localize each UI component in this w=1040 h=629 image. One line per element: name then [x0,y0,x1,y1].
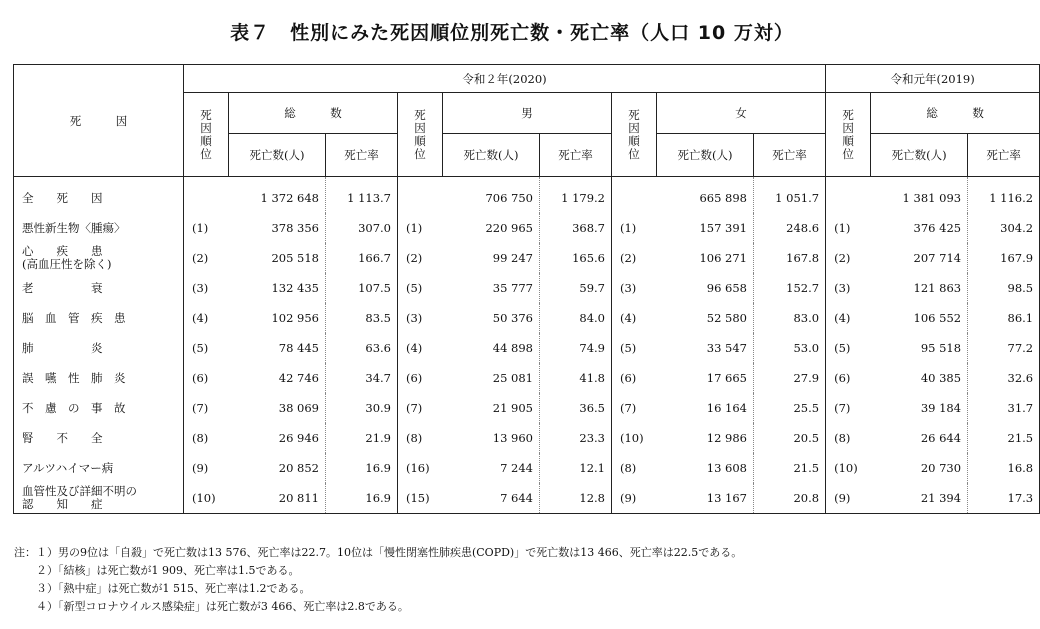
deaths-cell: 12 986 [706,431,747,445]
deaths-cell: 17 665 [706,371,747,385]
rate-cell: 107.5 [326,273,398,303]
rank-cell: (4) [826,303,871,333]
total-2019-header: 総 数 [871,93,1040,134]
rank-cell: (1) [184,213,229,243]
rank-cell: (9) [612,483,657,514]
rank-cell: (7) [398,393,443,423]
table-row [14,213,1040,243]
deaths-cell: 102 956 [271,311,319,325]
rank-cell: (5) [184,333,229,363]
rank-cell [398,177,443,214]
rate-header: 死亡率 [326,134,398,177]
rank-cell: (3) [826,273,871,303]
cause-header: 死 因 [14,65,184,177]
footnotes [14,544,742,616]
deaths-cell: 13 608 [706,461,747,475]
rate-cell: 17.3 [968,483,1040,514]
rate-cell: 21.9 [326,423,398,453]
rank-cell: (2) [826,243,871,273]
cause-line: 血管性及び詳細不明の [22,484,137,498]
deaths-cell: 38 069 [278,401,319,415]
total-header: 総 数 [229,93,398,134]
rank-cell: (4) [398,333,443,363]
rank-cell: (5) [826,333,871,363]
rank-cell: (3) [398,303,443,333]
rate-cell: 74.9 [540,333,612,363]
rate-cell: 16.9 [326,483,398,514]
rate-cell: 304.2 [968,213,1040,243]
rate-cell: 41.8 [540,363,612,393]
deaths-cell: 21 905 [492,401,533,415]
rank-header: 死 因 順 位 [398,93,443,177]
deaths-cell: 26 644 [920,431,962,445]
rank-cell: (5) [398,273,443,303]
deaths-cell: 20 730 [920,461,962,475]
cause-cell: 全 死 因 [14,177,184,214]
rank-cell: (6) [184,363,229,393]
rate-cell: 166.7 [326,243,398,273]
page-title: 表７ 性別にみた死因順位別死亡数・死亡率（人口 10 万対） [230,22,794,44]
cause-cell: 腎 不 全 [14,423,184,453]
cause-cell: 不 慮 の 事 故 [14,393,184,423]
rate-cell: 31.7 [968,393,1040,423]
deaths-cell: 106 552 [913,311,962,325]
rank-cell: (1) [398,213,443,243]
deaths-cell: 95 518 [920,341,962,355]
rate-cell: 30.9 [326,393,398,423]
rate-cell: 167.9 [968,243,1040,273]
rank-header: 死 因 順 位 [612,93,657,177]
rate-cell: 23.3 [540,423,612,453]
rank-cell: (10) [612,423,657,453]
rank-cell: (8) [612,453,657,483]
rank-cell: (1) [612,213,657,243]
rate-header: 死亡率 [968,134,1040,177]
table-row [14,303,1040,333]
rate-cell: 86.1 [968,303,1040,333]
deaths-cell: 21 394 [871,483,968,514]
rate-cell: 1 113.7 [326,177,398,214]
cause-cell: アルツハイマー病 [14,453,184,483]
table-row [14,243,1040,273]
cause-cell: 脳 血 管 疾 患 [14,303,184,333]
rank-cell: (10) [184,483,229,514]
deaths-cell: 157 391 [699,221,747,235]
rate-cell: 1 051.7 [754,177,826,214]
cause-cell [14,243,184,273]
rank-cell: (7) [826,393,871,423]
female-header: 女 [657,93,826,134]
rate-cell: 167.8 [754,243,826,273]
deaths-cell: 50 376 [492,311,533,325]
deaths-cell: 7 244 [500,461,533,475]
deaths-cell: 1 381 093 [902,191,962,205]
deaths-cell: 1 372 648 [260,191,319,205]
deaths-cell: 96 658 [706,281,747,295]
deaths-cell: 40 385 [920,371,962,385]
deaths-cell: 665 898 [699,191,747,205]
rate-cell: 152.7 [754,273,826,303]
table-row [14,453,1040,483]
rate-cell: 32.6 [968,363,1040,393]
cause-line: (高血圧性を除く) [22,257,112,271]
rank-cell: (10) [826,453,871,483]
cause-line: 認 知 症 [22,497,103,511]
rank-cell: (6) [398,363,443,393]
deaths-cell: 20 811 [229,483,326,514]
deaths-cell: 376 425 [913,221,962,235]
rate-cell: 77.2 [968,333,1040,363]
cause-cell: 肺 炎 [14,333,184,363]
year-2019-header: 令和元年(2019) [826,65,1040,93]
rank-cell [184,177,229,214]
deaths-cell: 42 746 [278,371,319,385]
male-header: 男 [443,93,612,134]
rank-cell: (4) [612,303,657,333]
rank-cell: (3) [184,273,229,303]
rank-cell: (2) [184,243,229,273]
rate-cell: 12.8 [540,483,612,514]
deaths-cell: 706 750 [485,191,533,205]
rank-cell: (8) [398,423,443,453]
table-row [14,333,1040,363]
rate-cell: 98.5 [968,273,1040,303]
deaths-cell: 99 247 [492,251,533,265]
footnote: 注：１）男の9位は「自殺」で死亡数は13 576、死亡率は22.7。10位は「慢性閉塞性肺疾患(COPD)」で死亡数は13 466、死亡率は22.5である。 [14,546,743,559]
rate-cell: 83.0 [754,303,826,333]
rate-header: 死亡率 [754,134,826,177]
cause-line: 心 疾 患 [22,244,103,258]
deaths-cell: 106 271 [699,251,747,265]
table-row [14,483,1040,514]
deaths-cell: 7 644 [443,483,540,514]
deaths-cell: 20 852 [278,461,319,475]
deaths-cell: 25 081 [492,371,533,385]
deaths-cell: 220 965 [485,221,533,235]
rate-cell: 53.0 [754,333,826,363]
table-row [14,273,1040,303]
rate-cell: 1 116.2 [968,177,1040,214]
deaths-cell: 44 898 [492,341,533,355]
rank-cell: (7) [184,393,229,423]
rate-cell: 1 179.2 [540,177,612,214]
footnote: ４）「新型コロナウイルス感染症」は死亡数が3 466、死亡率は2.8である。 [14,600,409,613]
deaths-cell: 78 445 [278,341,319,355]
table-row [14,393,1040,423]
deaths-cell: 205 518 [271,251,319,265]
deaths-cell: 35 777 [492,281,533,295]
rate-cell: 20.5 [754,423,826,453]
cause-cell: 老 衰 [14,273,184,303]
deaths-header: 死亡数(人) [443,134,540,177]
cause-cell: 悪性新生物〈腫瘍〉 [14,213,184,243]
rate-header: 死亡率 [540,134,612,177]
rank-cell: (8) [826,423,871,453]
table-row [14,177,1040,214]
deaths-cell: 39 184 [920,401,962,415]
rate-cell: 248.6 [754,213,826,243]
footnote: ２）「結核」は死亡数が1 909、死亡率は1.5である。 [14,564,300,577]
deaths-cell: 13 960 [492,431,533,445]
footnote: ３）「熱中症」は死亡数が1 515、死亡率は1.2である。 [14,582,311,595]
year-2020-header: 令和２年(2020) [184,65,826,93]
rank-cell: (7) [612,393,657,423]
rate-cell: 12.1 [540,453,612,483]
deaths-header: 死亡数(人) [871,134,968,177]
cause-cell: 誤 嚥 性 肺 炎 [14,363,184,393]
deaths-cell: 13 167 [657,483,754,514]
rank-header: 死 因 順 位 [826,93,871,177]
rank-cell [612,177,657,214]
rate-cell: 16.8 [968,453,1040,483]
deaths-cell: 33 547 [706,341,747,355]
rate-cell: 165.6 [540,243,612,273]
rank-cell: (9) [184,453,229,483]
rank-cell: (15) [398,483,443,514]
rank-cell: (6) [826,363,871,393]
rank-cell [826,177,871,214]
rank-cell: (1) [826,213,871,243]
deaths-cell: 121 863 [913,281,962,295]
rank-cell: (9) [826,483,871,514]
mortality-table [13,64,1040,514]
rank-cell: (5) [612,333,657,363]
rate-cell: 59.7 [540,273,612,303]
rank-cell: (16) [398,453,443,483]
rank-cell: (6) [612,363,657,393]
deaths-header: 死亡数(人) [229,134,326,177]
rank-header: 死 因 順 位 [184,93,229,177]
rate-cell: 368.7 [540,213,612,243]
rank-cell: (2) [612,243,657,273]
rate-cell: 25.5 [754,393,826,423]
rate-cell: 16.9 [326,453,398,483]
rate-cell: 34.7 [326,363,398,393]
rate-cell: 20.8 [754,483,826,514]
table-row [14,423,1040,453]
rate-cell: 83.5 [326,303,398,333]
cause-cell [14,483,184,514]
rank-cell: (3) [612,273,657,303]
rank-cell: (8) [184,423,229,453]
rate-cell: 27.9 [754,363,826,393]
rank-cell: (4) [184,303,229,333]
deaths-cell: 26 946 [278,431,319,445]
deaths-cell: 132 435 [271,281,319,295]
rate-cell: 21.5 [754,453,826,483]
rate-cell: 307.0 [326,213,398,243]
rate-cell: 36.5 [540,393,612,423]
deaths-cell: 16 164 [706,401,747,415]
deaths-cell: 207 714 [913,251,962,265]
deaths-cell: 378 356 [271,221,319,235]
rate-cell: 63.6 [326,333,398,363]
rank-cell: (2) [398,243,443,273]
rate-cell: 84.0 [540,303,612,333]
table-row [14,363,1040,393]
deaths-header: 死亡数(人) [657,134,754,177]
deaths-cell: 52 580 [706,311,747,325]
rate-cell: 21.5 [968,423,1040,453]
